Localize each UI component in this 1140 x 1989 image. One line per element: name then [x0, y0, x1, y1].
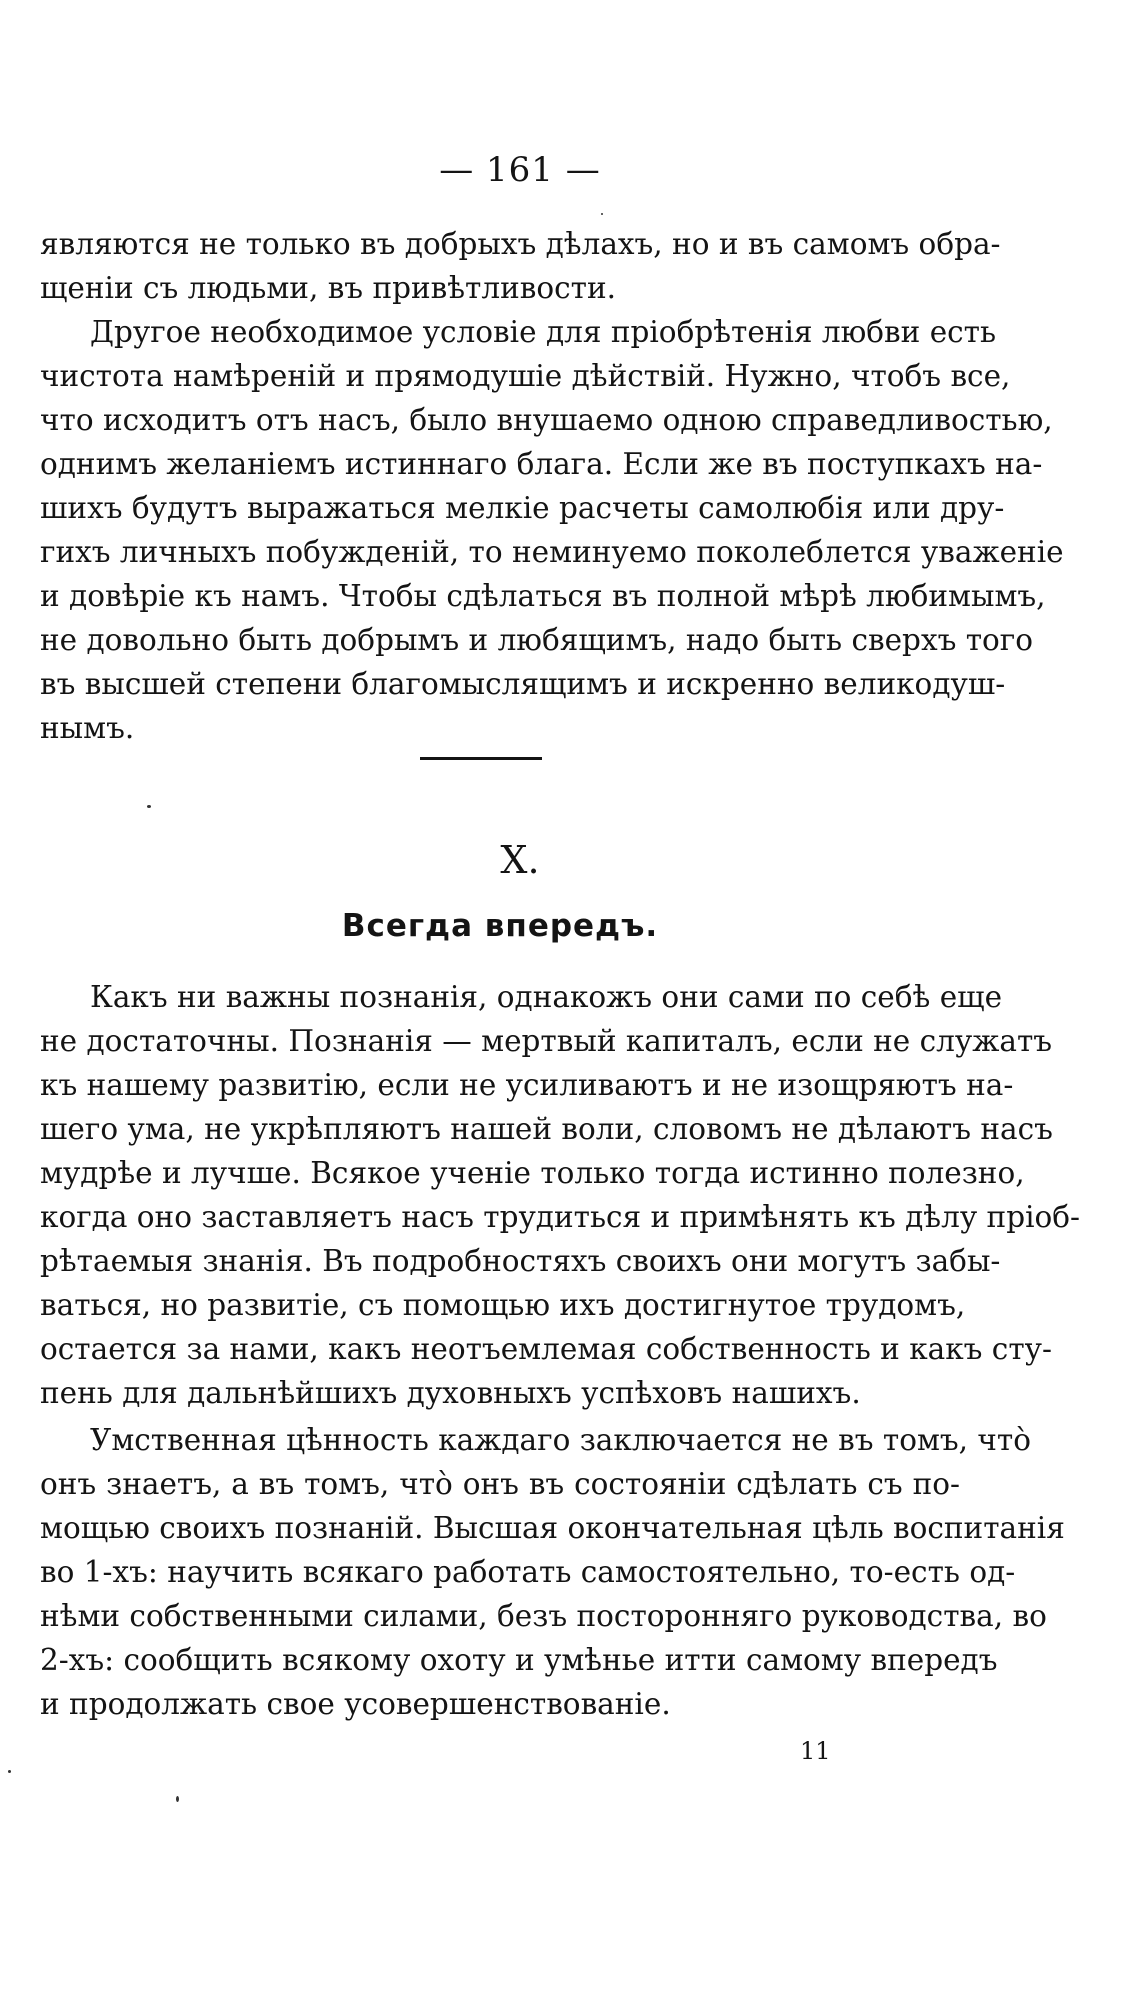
text-line: шихъ будутъ выражаться мелкіе расчеты самолюбія или дру-	[40, 491, 1005, 525]
text-line: щеніи съ людьми, въ привѣтливости.	[40, 271, 617, 305]
text-line: нымъ.	[40, 711, 135, 745]
text-line: 2-хъ: сообщить всякому охоту и умѣнье итти самому впередъ	[40, 1643, 998, 1677]
text-line: остается за нами, какъ неотъемлемая собственность и какъ сту-	[40, 1332, 1052, 1366]
text-line: когда оно заставляетъ насъ трудиться и примѣнять къ дѣлу пріоб-	[40, 1200, 1081, 1234]
signature-mark: 11	[800, 1737, 831, 1765]
text-line: что исходитъ отъ насъ, было внушаемо одною справедливостью,	[40, 403, 1053, 437]
paragraph	[40, 310, 1064, 750]
text-line: мудрѣе и лучше. Всякое ученіе только тогда истинно полезно,	[40, 1156, 1025, 1190]
section-divider	[420, 757, 542, 760]
text-line: являются не только въ добрыхъ дѣлахъ, но и въ самомъ обра-	[40, 227, 1001, 261]
text-line: гихъ личныхъ побужденій, то неминуемо поколеблется уваженіе	[40, 535, 1064, 569]
print-speck	[8, 1770, 11, 1773]
text-line: нѣми собственными силами, безъ посторонняго руководства, во	[40, 1599, 1047, 1633]
print-speck	[601, 213, 603, 215]
text-line: Какъ ни важны познанія, однакожъ они сами по себѣ еще	[90, 980, 1003, 1014]
text-line: рѣтаемыя знанія. Въ подробностяхъ своихъ они могутъ забы-	[40, 1244, 1001, 1278]
book-page	[40, 0, 1081, 1989]
paragraph	[40, 975, 1081, 1415]
text-line: въ высшей степени благомыслящимъ и искренно великодуш-	[40, 667, 1006, 701]
paragraph-continuation	[40, 222, 1001, 310]
text-line: къ нашему развитію, если не усиливаютъ и не изощряютъ на-	[40, 1068, 1014, 1102]
text-line: пень для дальнѣйшихъ духовныхъ успѣховъ нашихъ.	[40, 1376, 861, 1410]
paragraph	[40, 1418, 1065, 1726]
page-number: — 161 —	[439, 150, 601, 190]
text-line: однимъ желаніемъ истиннаго блага. Если же въ поступкахъ на-	[40, 447, 1043, 481]
print-speck	[147, 805, 151, 808]
text-line: не достаточны. Познанія — мертвый капиталъ, если не служатъ	[40, 1024, 1053, 1058]
text-line: шего ума, не укрѣпляютъ нашей воли, словомъ не дѣлаютъ насъ	[40, 1112, 1053, 1146]
text-line: онъ знаетъ, а въ томъ, что̀ онъ въ состояніи сдѣлать съ по-	[40, 1467, 960, 1501]
text-line: и продолжать свое усовершенствованіе.	[40, 1687, 671, 1721]
chapter-title: Всегда впередъ.	[341, 908, 659, 944]
text-line: чистота намѣреній и прямодушіе дѣйствій. Нужно, чтобъ все,	[40, 359, 1011, 393]
chapter-number: X.	[500, 838, 540, 882]
text-line: не довольно быть добрымъ и любящимъ, надо быть сверхъ того	[40, 623, 1034, 657]
text-line: Другое необходимое условіе для пріобрѣтенія любви есть	[90, 315, 997, 349]
text-line: Умственная цѣнность каждаго заключается не въ томъ, что̀	[90, 1423, 1032, 1457]
text-line: мощью своихъ познаній. Высшая окончательная цѣль воспитанія	[40, 1511, 1065, 1545]
print-speck	[176, 1796, 179, 1802]
text-line: ваться, но развитіе, съ помощью ихъ достигнутое трудомъ,	[40, 1288, 966, 1322]
text-line: и довѣріе къ намъ. Чтобы сдѣлаться въ полной мѣрѣ любимымъ,	[40, 579, 1046, 613]
text-line: во 1-хъ: научить всякаго работать самостоятельно, то-есть од-	[40, 1555, 1016, 1589]
